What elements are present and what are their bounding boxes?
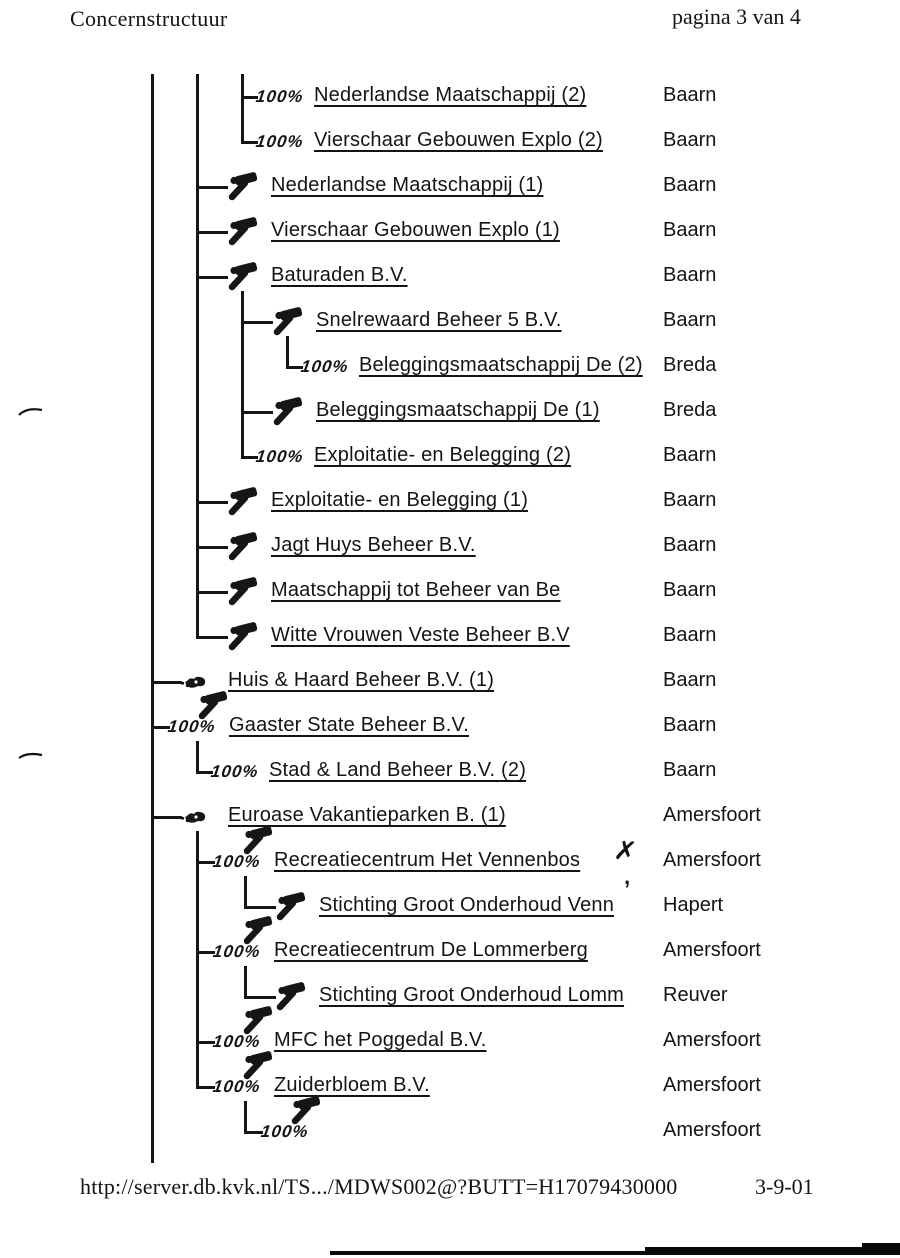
company-name: Beleggingsmaatschappij De (2) xyxy=(359,354,643,376)
city-label: Baarn xyxy=(663,489,717,511)
ownership-percent-label: 100% xyxy=(254,447,305,466)
tree-branch-line xyxy=(151,681,182,684)
ownership-percent-label: 100% xyxy=(211,1032,262,1051)
tree-branch-line xyxy=(244,996,276,999)
company-name: Exploitatie- en Belegging (2) xyxy=(314,444,572,466)
tree-row xyxy=(0,128,900,158)
gavel-icon xyxy=(242,914,274,951)
gavel-icon xyxy=(290,1094,322,1131)
city-label: Baarn xyxy=(663,444,717,466)
tree-row xyxy=(0,893,900,923)
tree-row xyxy=(0,668,900,698)
company-name: Snelrewaard Beheer 5 B.V. xyxy=(316,309,562,331)
city-label: Amersfoort xyxy=(663,804,761,826)
tree-branch-line xyxy=(196,546,228,549)
tree-row xyxy=(0,533,900,563)
city-label: Breda xyxy=(663,354,717,376)
gavel-icon xyxy=(227,530,259,567)
tree-branch-line xyxy=(241,321,273,324)
tree-branch-line xyxy=(196,591,228,594)
tree-row xyxy=(0,1028,900,1058)
tree-row xyxy=(0,398,900,428)
company-name: Nederlandse Maatschappij (1) xyxy=(271,174,544,196)
gavel-icon xyxy=(227,260,259,297)
company-name: Maatschappij tot Beheer van Be xyxy=(271,579,561,601)
company-name: Stichting Groot Onderhoud Lomm xyxy=(319,984,625,1006)
company-name: Beleggingsmaatschappij De (1) xyxy=(316,399,600,421)
company-name: MFC het Poggedal B.V. xyxy=(274,1029,487,1051)
gavel-icon xyxy=(227,620,259,657)
city-label: Amersfoort xyxy=(663,1029,761,1051)
tree-branch-line xyxy=(241,411,273,414)
gavel-icon xyxy=(227,215,259,252)
company-name: Recreatiecentrum Het Vennenbos xyxy=(274,849,581,871)
tree-row xyxy=(0,938,900,968)
city-label: Amersfoort xyxy=(663,849,761,871)
tree-row xyxy=(0,834,900,889)
city-label: Baarn xyxy=(663,129,717,151)
tree-row xyxy=(0,443,900,473)
city-label: Baarn xyxy=(663,624,717,646)
ownership-percent-label: 100% xyxy=(254,87,305,106)
company-name: Stichting Groot Onderhoud Venn xyxy=(319,894,615,916)
gavel-icon xyxy=(227,575,259,612)
tree-branch-line xyxy=(196,231,228,234)
city-label: Baarn xyxy=(663,714,717,736)
gavel-icon xyxy=(242,1004,274,1041)
company-name: Recreatiecentrum De Lommerberg xyxy=(274,939,588,961)
tree-row xyxy=(0,1118,900,1148)
tree-row xyxy=(0,983,900,1013)
tree-row xyxy=(0,488,900,518)
city-label: Baarn xyxy=(663,534,717,556)
company-name: Witte Vrouwen Veste Beheer B.V xyxy=(271,624,570,646)
ownership-percent-label: 100% xyxy=(166,717,217,736)
scan-artifact-bar xyxy=(862,1243,900,1255)
pen-stroke: , xyxy=(624,864,631,889)
tree-row xyxy=(0,308,900,338)
gavel-icon xyxy=(275,980,307,1017)
tree-row xyxy=(0,263,900,293)
tree-branch-line xyxy=(196,276,228,279)
tree-row xyxy=(0,353,900,383)
tree-row xyxy=(0,758,900,788)
company-name: Jagt Huys Beheer B.V. xyxy=(271,534,476,556)
ownership-percent-label: 100% xyxy=(259,1122,310,1141)
ownership-percent-label: 100% xyxy=(211,942,262,961)
city-label: Hapert xyxy=(663,894,724,916)
x-glyph: ✗ xyxy=(611,834,639,869)
tree-row xyxy=(0,173,900,203)
company-name: Vierschaar Gebouwen Explo (2) xyxy=(314,129,603,151)
city-label: Amersfoort xyxy=(663,1074,761,1096)
city-label: Baarn xyxy=(663,174,717,196)
footer-url: http://server.db.kvk.nl/TS.../MDWS002@?BUTT=H17079430000 xyxy=(80,1174,678,1199)
tree-branch-line xyxy=(151,816,182,819)
tree-row xyxy=(0,713,900,743)
tree-branch-line xyxy=(244,906,276,909)
city-label: Baarn xyxy=(663,759,717,781)
footer-date: 3-9-01 xyxy=(755,1174,814,1199)
ownership-percent-label: 100% xyxy=(254,132,305,151)
ownership-percent-label: 100% xyxy=(299,357,350,376)
city-label: Reuver xyxy=(663,984,728,1006)
company-name: Gaaster State Beheer B.V. xyxy=(229,714,469,736)
ownership-percent-label: 100% xyxy=(209,762,260,781)
company-name: Nederlandse Maatschappij (2) xyxy=(314,84,587,106)
company-name: Stad & Land Beheer B.V. (2) xyxy=(269,759,527,781)
tree-row xyxy=(0,803,900,833)
city-label: Baarn xyxy=(663,264,717,286)
company-name: Huis & Haard Beheer B.V. (1) xyxy=(228,669,495,691)
gavel-icon xyxy=(227,485,259,522)
page-number-indicator: pagina 3 van 4 xyxy=(672,4,801,29)
city-label: Amersfoort xyxy=(663,1119,761,1141)
company-name: Zuiderbloem B.V. xyxy=(274,1074,430,1096)
city-label: Baarn xyxy=(663,579,717,601)
gavel-icon xyxy=(272,395,304,432)
city-label: Baarn xyxy=(663,219,717,241)
tree-branch-line xyxy=(196,636,228,639)
tree-branch-line xyxy=(196,186,228,189)
gavel-icon xyxy=(242,824,274,861)
city-label: Baarn xyxy=(663,84,717,106)
tree-row xyxy=(0,623,900,653)
hand-icon xyxy=(181,809,209,832)
city-label: Breda xyxy=(663,399,717,421)
tree-row xyxy=(0,83,900,113)
city-label: Amersfoort xyxy=(663,939,761,961)
tree-row xyxy=(0,218,900,248)
company-name: Baturaden B.V. xyxy=(271,264,408,286)
city-label: Baarn xyxy=(663,309,717,331)
tree-row xyxy=(0,1073,900,1103)
company-name: Vierschaar Gebouwen Explo (1) xyxy=(271,219,560,241)
tree-branch-line xyxy=(196,501,228,504)
ownership-percent-label: 100% xyxy=(211,852,262,871)
tree-row xyxy=(0,578,900,608)
gavel-icon xyxy=(242,1049,274,1086)
page-title: Concernstructuur xyxy=(70,6,228,31)
ownership-percent-label: 100% xyxy=(211,1077,262,1096)
handwritten-x-mark xyxy=(611,834,652,889)
gavel-icon xyxy=(197,689,229,726)
gavel-icon xyxy=(272,305,304,342)
gavel-icon xyxy=(275,890,307,927)
city-label: Baarn xyxy=(663,669,717,691)
company-name: Euroase Vakantieparken B. (1) xyxy=(228,804,506,826)
company-name: Exploitatie- en Belegging (1) xyxy=(271,489,529,511)
gavel-icon xyxy=(227,170,259,207)
